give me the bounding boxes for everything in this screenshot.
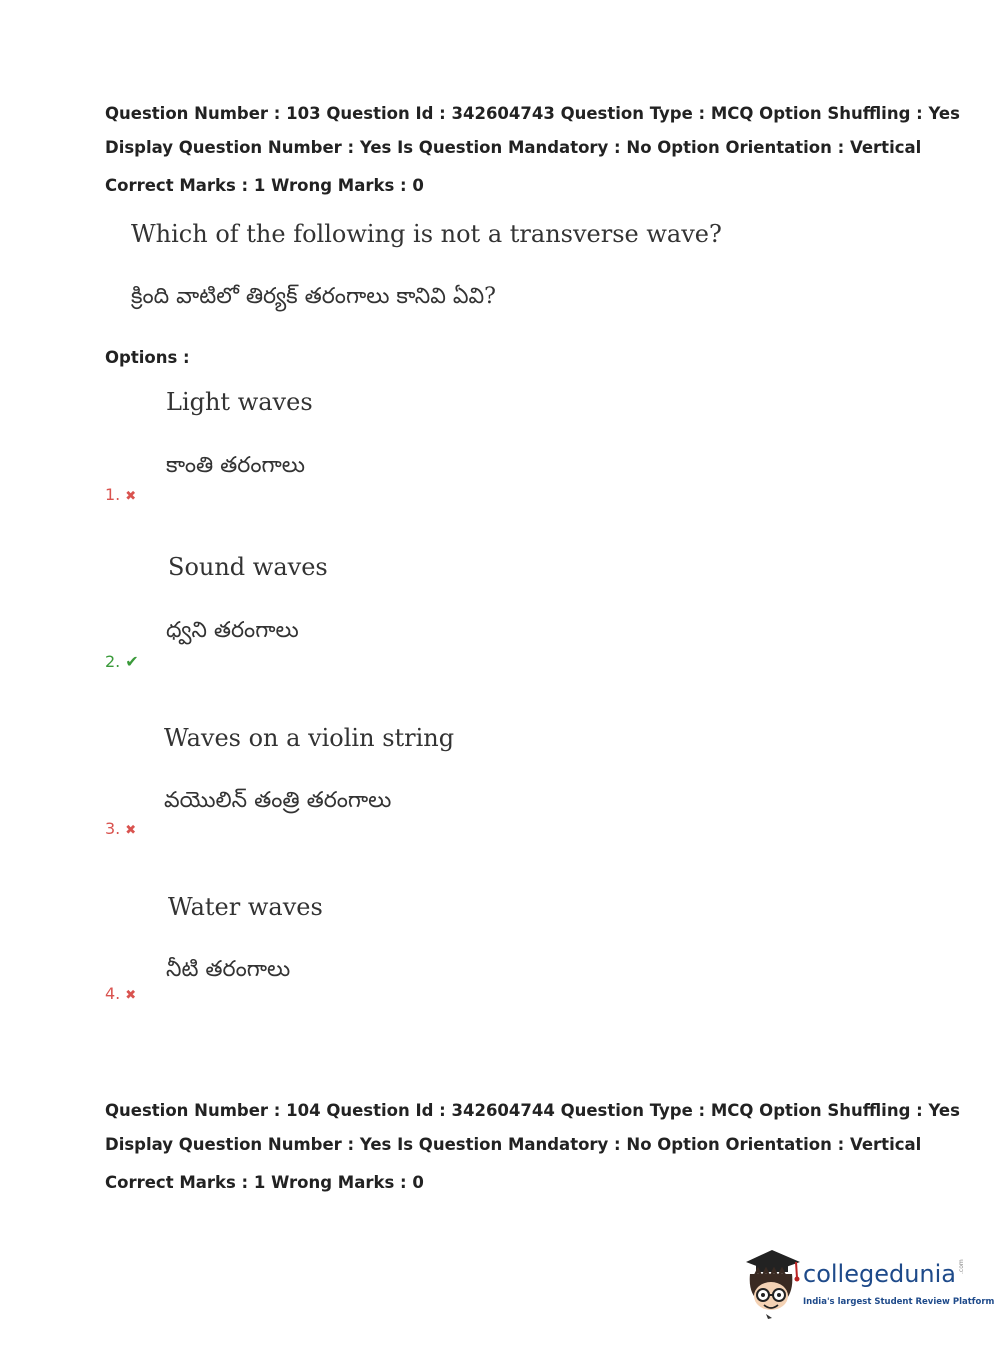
wrong-icon: ✖: [125, 988, 137, 1003]
options-label: Options :: [105, 348, 190, 367]
option-4-number-text: 4.: [105, 984, 121, 1003]
option-3-telugu: వయొలిన్ తంత్రి తరంగాలు: [164, 788, 392, 813]
logo-suffix: .com: [958, 1259, 965, 1274]
mascot-icon: [742, 1248, 802, 1320]
option-1-number: [105, 485, 136, 504]
logo-tagline: India's largest Student Review Platform: [803, 1297, 995, 1307]
q103-question-telugu: క్రింది వాటిలో తిర్యక్ తరంగాలు కానివి ఏవి?: [131, 284, 496, 309]
wrong-icon: ✖: [125, 823, 137, 838]
q103-meta-line-3: Correct Marks : 1 Wrong Marks : 0: [105, 176, 424, 195]
wrong-icon: ✖: [125, 489, 137, 504]
option-2-english: Sound waves: [168, 553, 328, 581]
option-1-english: Light waves: [166, 388, 313, 416]
check-icon: ✔: [125, 652, 139, 671]
q103-question-english: Which of the following is not a transverse wave?: [131, 220, 722, 248]
option-2-number-text: 2.: [105, 652, 121, 671]
option-2-telugu: ధ్వని తరంగాలు: [166, 618, 299, 643]
option-4-english: Water waves: [168, 893, 323, 921]
collegedunia-logo: [742, 1248, 995, 1320]
option-3-number-text: 3.: [105, 819, 121, 838]
option-3-number: [105, 819, 136, 838]
q103-meta-line-2: Display Question Number : Yes Is Question Mandatory : No Option Orientation : Vertical: [105, 138, 922, 157]
option-1-number-text: 1.: [105, 485, 121, 504]
q104-meta-line-1: Question Number : 104 Question Id : 342604744 Question Type : MCQ Option Shuffling : Yes: [105, 1101, 960, 1120]
option-2-number: [105, 652, 139, 671]
option-1-telugu: కాంతి తరంగాలు: [166, 453, 305, 478]
q104-meta-line-2: Display Question Number : Yes Is Question Mandatory : No Option Orientation : Vertical: [105, 1135, 922, 1154]
logo-wordmark: collegedunia: [803, 1260, 957, 1288]
option-3-english: Waves on a violin string: [164, 724, 455, 752]
q104-meta-line-3: Correct Marks : 1 Wrong Marks : 0: [105, 1173, 424, 1192]
option-4-telugu: నీటి తరంగాలు: [166, 957, 291, 982]
option-4-number: [105, 984, 136, 1003]
q103-meta-line-1: Question Number : 103 Question Id : 342604743 Question Type : MCQ Option Shuffling : Yes: [105, 104, 960, 123]
